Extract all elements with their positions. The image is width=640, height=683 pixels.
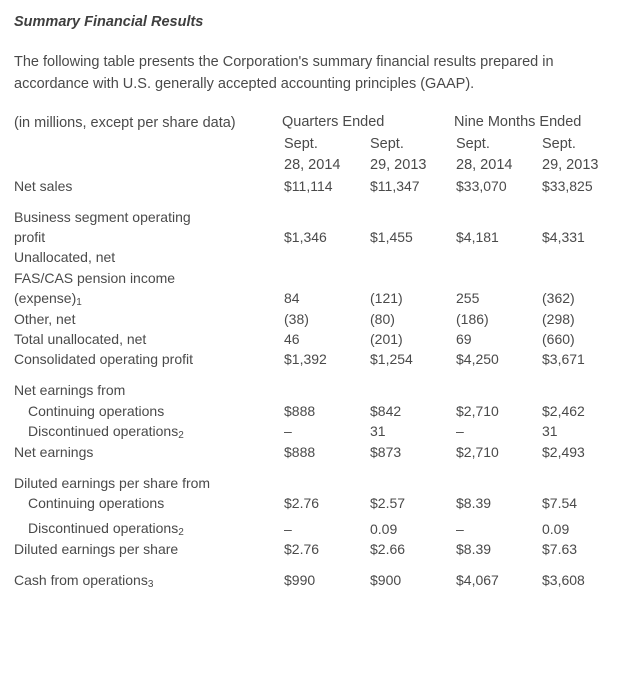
row-label: Diluted earnings per share [14, 540, 179, 557]
row-value [540, 380, 624, 400]
row-value: $4,250 [456, 351, 499, 368]
table-row [14, 518, 624, 539]
row-label: $(expense)_1$ [14, 290, 82, 309]
row-value: $1,455 [370, 229, 413, 246]
row-value [282, 247, 368, 267]
row-value: $2.66 [370, 540, 406, 557]
footnote-marker: 3 [147, 579, 154, 591]
table-spacer-row [14, 462, 624, 473]
row-label: Discontinued operations$_2$ [28, 423, 184, 442]
row-value: $1,346 [284, 229, 327, 246]
row-label: Continuing operations [28, 402, 165, 419]
row-value [368, 207, 454, 227]
table-row [14, 570, 624, 591]
row-value: 84 [284, 290, 300, 307]
page-title: Summary Financial Results [14, 14, 204, 30]
row-value: $33,825 [542, 177, 593, 194]
row-value [540, 207, 624, 227]
row-label: Other, net [14, 310, 76, 327]
row-value: $7.54 [542, 495, 578, 512]
row-value [454, 473, 540, 493]
stub-header-blank-2 [14, 155, 282, 176]
row-value [368, 473, 454, 493]
row-value: $7.63 [542, 540, 578, 557]
table-header-group [14, 112, 624, 176]
table-body [14, 176, 624, 591]
row-label: Net sales [14, 177, 73, 194]
row-label: FAS/CAS pension income [14, 269, 176, 286]
row-value: $8.39 [456, 540, 492, 557]
row-value [282, 473, 368, 493]
table-group-header-row [14, 112, 624, 134]
row-label: Consolidated operating profit [14, 351, 194, 368]
row-value [368, 247, 454, 267]
row-value: – [284, 423, 292, 440]
row-value: $1,392 [284, 351, 327, 368]
row-value: – [284, 520, 292, 537]
row-value: $888 [284, 443, 316, 460]
row-value: (121) [370, 290, 403, 307]
row-value: $3,671 [542, 351, 585, 368]
table-spacer-row [14, 196, 624, 207]
table-row [14, 539, 624, 559]
row-value [282, 207, 368, 227]
row-value [368, 380, 454, 400]
col-header-2-line1: Sept. [370, 135, 404, 152]
table-row [14, 349, 624, 369]
table-row [14, 421, 624, 442]
row-value: – [456, 423, 464, 440]
row-value: $4,331 [542, 229, 585, 246]
spacer-cell [14, 369, 624, 380]
row-value: $990 [284, 572, 316, 589]
row-label: Diluted earnings per share from [14, 474, 211, 491]
spacer-cell [14, 462, 624, 473]
row-value: $1,254 [370, 351, 413, 368]
row-value [282, 380, 368, 400]
row-value [454, 247, 540, 267]
row-value: (38) [284, 310, 309, 327]
row-value [540, 473, 624, 493]
col-header-3-line1: Sept. [456, 135, 490, 152]
col-header-3-line2: 28, 2014 [456, 156, 513, 173]
col-header-1-line2: 28, 2014 [284, 156, 341, 173]
row-label: Total unallocated, net [14, 330, 147, 347]
group-header-quarters: Quarters Ended [282, 113, 385, 130]
row-value: $11,114 [284, 177, 333, 194]
col-header-4-line2: 29, 2013 [542, 156, 599, 173]
row-value [454, 380, 540, 400]
row-label: Cash from operations$_3$ [14, 572, 154, 591]
row-value: $4,067 [456, 572, 499, 589]
row-value: $842 [370, 402, 402, 419]
row-label: profit [14, 229, 46, 246]
row-value: – [456, 520, 464, 537]
spacer-cell [14, 559, 624, 570]
table-row [14, 401, 624, 421]
table-column-header-row-2 [14, 155, 624, 176]
row-label: Net earnings from [14, 382, 126, 399]
table-row [14, 309, 624, 329]
table-row [14, 329, 624, 349]
summary-financial-table [14, 112, 624, 591]
row-value: $888 [284, 402, 316, 419]
row-value: $2.76 [284, 495, 320, 512]
footnote-marker: 2 [178, 430, 184, 442]
table-row [14, 442, 624, 462]
row-value: 255 [456, 290, 480, 307]
row-value: $2,493 [542, 443, 585, 460]
row-label: Discontinued operations$_2$ [28, 520, 184, 539]
row-value: $4,181 [456, 229, 499, 246]
table-row [14, 227, 624, 247]
table-column-header-row-1 [14, 134, 624, 155]
row-value: 0.09 [542, 520, 570, 537]
row-value [282, 268, 368, 288]
row-value: (362) [542, 290, 575, 307]
row-value [454, 268, 540, 288]
spacer-cell [14, 196, 624, 207]
table-spacer-row [14, 559, 624, 570]
row-value [540, 247, 624, 267]
row-value [368, 268, 454, 288]
row-value: (80) [370, 310, 395, 327]
row-value: $33,070 [456, 177, 507, 194]
row-value: $2.76 [284, 540, 320, 557]
row-value [454, 207, 540, 227]
row-value: $2,462 [542, 402, 585, 419]
group-header-nine-months: Nine Months Ended [454, 113, 582, 130]
row-value: 31 [542, 423, 558, 440]
row-value: (298) [542, 310, 575, 327]
row-value: 0.09 [370, 520, 398, 537]
row-label: Continuing operations [28, 495, 165, 512]
row-value: 46 [284, 330, 300, 347]
table-row [14, 207, 624, 227]
row-value: 31 [370, 423, 386, 440]
table-spacer-row [14, 369, 624, 380]
row-value: $2.57 [370, 495, 406, 512]
stub-header-blank [14, 134, 282, 155]
col-header-4-line1: Sept. [542, 135, 576, 152]
table-row [14, 288, 624, 309]
row-value: $873 [370, 443, 402, 460]
row-value: (201) [370, 330, 403, 347]
row-value: (186) [456, 310, 489, 327]
row-label: Unallocated, net [14, 249, 116, 266]
col-header-1-line1: Sept. [284, 135, 318, 152]
row-label: Business segment operating [14, 208, 191, 225]
table-row [14, 493, 624, 513]
stub-header: (in millions, except per share data) [14, 114, 236, 131]
row-label: Net earnings [14, 443, 94, 460]
row-value: $2,710 [456, 402, 499, 419]
col-header-2-line2: 29, 2013 [370, 156, 427, 173]
row-value: $8.39 [456, 495, 492, 512]
row-value: 69 [456, 330, 472, 347]
table-row [14, 473, 624, 493]
row-value: (660) [542, 330, 575, 347]
row-value: $3,608 [542, 572, 585, 589]
row-value: $900 [370, 572, 402, 589]
footnote-marker: 1 [76, 297, 82, 309]
table-row [14, 380, 624, 400]
table-row [14, 268, 624, 288]
row-value [540, 268, 624, 288]
row-value: $2,710 [456, 443, 499, 460]
footnote-marker: 2 [178, 527, 184, 539]
table-row [14, 247, 624, 267]
intro-paragraph: The following table presents the Corporation's summary financial results prepared in accordance with U.S. generally accepted accounting principles (GAAP). [14, 54, 554, 92]
table-row [14, 176, 624, 196]
row-value: $11,347 [370, 177, 420, 194]
